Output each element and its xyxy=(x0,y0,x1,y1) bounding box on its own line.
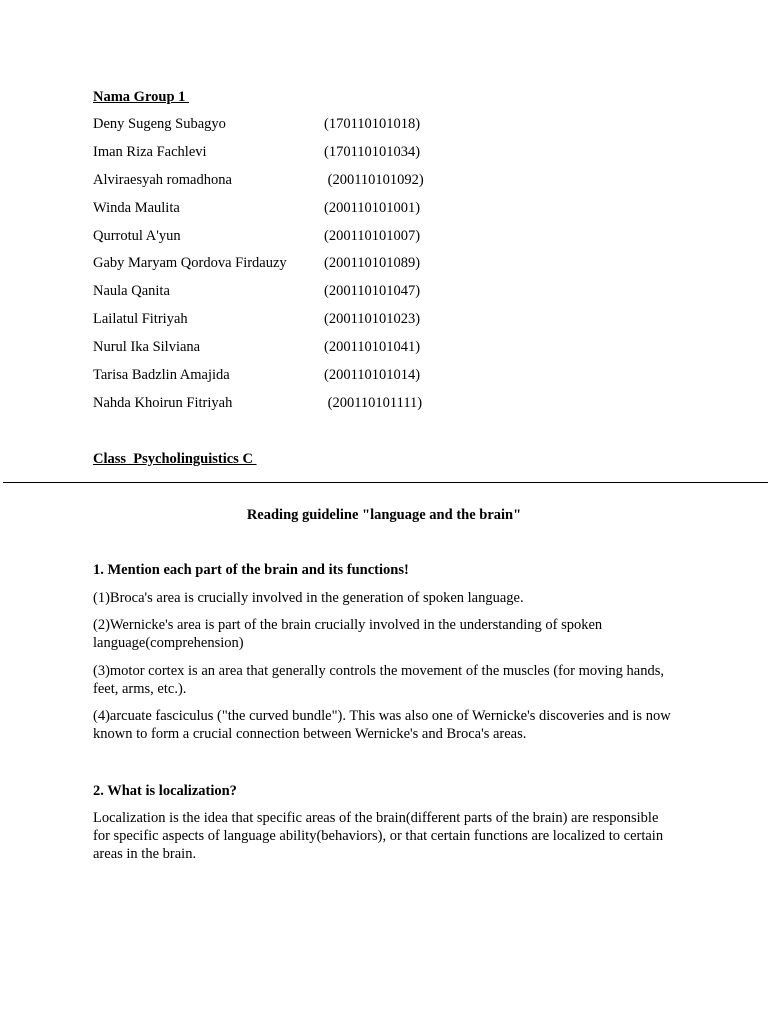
member-name: Lailatul Fitriyah xyxy=(93,311,188,328)
member-id: (200110101092) xyxy=(324,171,424,188)
member-id: (200110101111) xyxy=(324,394,423,411)
member-row xyxy=(93,310,693,338)
member-row xyxy=(93,143,693,171)
member-id: (200110101041) xyxy=(324,339,421,356)
member-row xyxy=(93,171,693,199)
member-id: (200110101089) xyxy=(324,255,421,272)
document-title: Reading guideline "language and the brain" xyxy=(246,507,522,523)
member-row xyxy=(93,394,693,422)
member-id: (200110101001) xyxy=(324,199,421,216)
member-name: Alviraesyah romadhona xyxy=(93,171,232,188)
member-name: Winda Maulita xyxy=(93,199,180,216)
member-row xyxy=(93,282,693,310)
member-id: (200110101023) xyxy=(324,311,421,328)
member-name: Gaby Maryam Qordova Firdauzy xyxy=(93,255,287,272)
member-name: Iman Riza Fachlevi xyxy=(93,143,207,160)
member-list xyxy=(93,115,693,422)
member-row xyxy=(93,366,693,394)
class-heading: Class Psycholinguistics C xyxy=(93,451,257,467)
answer-paragraph: (1)Broca's area is crucially involved in the generation of spoken language. xyxy=(93,590,524,606)
answer-paragraph: (2)Wernicke's area is part of the brain crucially involved in the understanding of spoken language(comprehension) xyxy=(93,617,603,652)
member-id: (200110101047) xyxy=(324,283,421,300)
member-row xyxy=(93,199,693,227)
member-row xyxy=(93,254,693,282)
group-heading: Nama Group 1 xyxy=(93,89,190,105)
member-name: Nahda Khoirun Fitriyah xyxy=(93,394,233,411)
question-1-title: 1. Mention each part of the brain and its functions! xyxy=(93,562,409,578)
member-id: (170110101034) xyxy=(324,143,421,160)
question-2-title: 2. What is localization? xyxy=(93,783,237,799)
member-name: Naula Qanita xyxy=(93,283,170,300)
member-row xyxy=(93,115,693,143)
answer-paragraph: (4)arcuate fasciculus ("the curved bundle"). This was also one of Wernicke's discoveries and is now known to form a crucial connection between Wernicke's and Broca's areas. xyxy=(93,708,671,743)
member-id: (170110101018) xyxy=(324,116,421,132)
member-name: Nurul Ika Silviana xyxy=(93,339,201,356)
member-name: Deny Sugeng Subagyo xyxy=(93,116,226,132)
member-name: Qurrotul A'yun xyxy=(93,227,181,244)
answer-paragraph: Localization is the idea that specific areas of the brain(different parts of the brain) are responsible for specific aspects of language ability(behaviors), or that certain functions are localized to certain areas in the brain. xyxy=(93,810,664,863)
answer-paragraph: (3)motor cortex is an area that generally controls the movement of the muscles (for moving hands, feet, arms, etc.). xyxy=(93,663,664,698)
member-id: (200110101014) xyxy=(324,367,421,384)
member-id: (200110101007) xyxy=(324,227,421,244)
horizontal-divider xyxy=(3,482,768,483)
member-row xyxy=(93,227,693,255)
member-name: Tarisa Badzlin Amajida xyxy=(93,367,230,384)
member-row xyxy=(93,338,693,366)
